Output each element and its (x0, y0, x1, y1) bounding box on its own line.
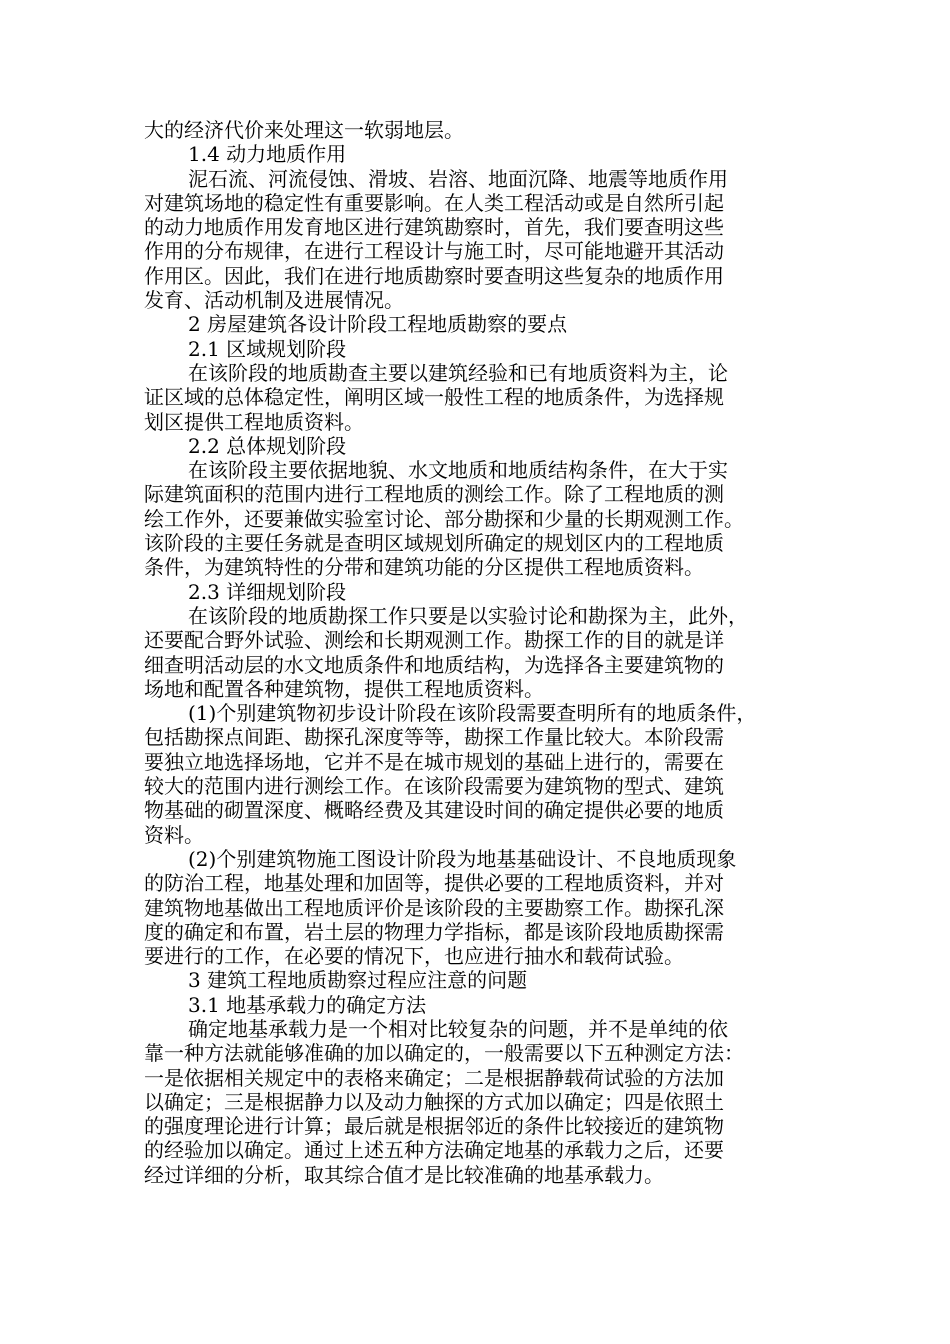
text-line: 建筑物地基做出工程地质评价是该阶段的主要勘察工作。勘探孔深 (144, 895, 724, 920)
text-line: 2.1 区域规划阶段 (188, 336, 347, 361)
text-line: 确定地基承载力是一个相对比较复杂的问题，并不是单纯的依 (188, 1016, 728, 1041)
text-line: 泥石流、河流侵蚀、滑坡、岩溶、地面沉降、地震等地质作用 (188, 166, 728, 191)
text-line: 3 建筑工程地质勘察过程应注意的问题 (188, 968, 528, 993)
text-line: 场地和配置各种建筑物，提供工程地质资料。 (144, 676, 544, 701)
text-line: 在该阶段的地质勘探工作只要是以实验讨论和勘探为主，此外， (188, 603, 748, 628)
text-line: 资料。 (144, 822, 204, 847)
text-line: 在该阶段主要依据地貌、水文地质和地质结构条件，在大于实 (188, 458, 728, 483)
text-line: 物基础的砌置深度、概略经费及其建设时间的确定提供必要的地质 (144, 798, 724, 823)
text-line: 作用的分布规律，在进行工程设计与施工时，尽可能地避开其活动 (144, 239, 724, 264)
text-line: 际建筑面积的范围内进行工程地质的测绘工作。除了工程地质的测 (144, 482, 724, 507)
text-line: 证区域的总体稳定性，阐明区域一般性工程的地质条件，为选择规 (144, 385, 724, 410)
text-line: 绘工作外，还要兼做实验室讨论、部分勘探和少量的长期观测工作。 (144, 506, 744, 531)
text-line: 划区提供工程地质资料。 (144, 409, 364, 434)
text-line: 1.4 动力地质作用 (188, 142, 347, 167)
text-line: 2 房屋建筑各设计阶段工程地质勘察的要点 (188, 312, 568, 337)
document-page (144, 118, 804, 1187)
text-line: 的动力地质作用发育地区进行建筑勘察时，首先，我们要查明这些 (144, 215, 724, 240)
text-line: 对建筑场地的稳定性有重要影响。在人类工程活动或是自然所引起 (144, 190, 724, 215)
text-line: (1)个别建筑物初步设计阶段在该阶段需要查明所有的地质条件， (188, 701, 757, 726)
text-line: 的强度理论进行计算；最后就是根据邻近的条件比较接近的建筑物 (144, 1114, 724, 1139)
text-line: 的经验加以确定。通过上述五种方法确定地基的承载力之后，还要 (144, 1138, 724, 1163)
text-line: 要独立地选择场地，它并不是在城市规划的基础上进行的，需要在 (144, 749, 724, 774)
text-line: 一是依据相关规定中的表格来确定；二是根据静载荷试验的方法加 (144, 1065, 724, 1090)
text-line: 大的经济代价来处理这一软弱地层。 (144, 118, 464, 142)
text-line: 的防治工程，地基处理和加固等，提供必要的工程地质资料，并对 (144, 871, 724, 896)
text-line: 条件，为建筑特性的分带和建筑功能的分区提供工程地质资料。 (144, 555, 704, 580)
text-line: 作用区。因此，我们在进行地质勘察时要查明这些复杂的地质作用 (144, 263, 724, 288)
text-line: 包括勘探点间距、勘探孔深度等等，勘探工作量比较大。本阶段需 (144, 725, 724, 750)
text-line: 2.2 总体规划阶段 (188, 433, 347, 458)
text-line: 还要配合野外试验、测绘和长期观测工作。勘探工作的目的就是详 (144, 628, 724, 653)
text-line: (2)个别建筑物施工图设计阶段为地基基础设计、不良地质现象 (188, 846, 737, 871)
text-line: 较大的范围内进行测绘工作。在该阶段需要为建筑物的型式、建筑 (144, 774, 724, 799)
text-line: 要进行的工作，在必要的情况下，也应进行抽水和载荷试验。 (144, 944, 684, 969)
text-line: 发育、活动机制及进展情况。 (144, 288, 404, 313)
text-line: 经过详细的分析，取其综合值才是比较准确的地基承载力。 (144, 1162, 664, 1187)
text-line: 该阶段的主要任务就是查明区域规划所确定的规划区内的工程地质 (144, 531, 724, 556)
text-line: 细查明活动层的水文地质条件和地质结构，为选择各主要建筑物的 (144, 652, 724, 677)
text-line: 在该阶段的地质勘查主要以建筑经验和已有地质资料为主，论 (188, 360, 728, 385)
text-line: 以确定；三是根据静力以及动力触探的方式加以确定；四是依照土 (144, 1089, 724, 1114)
text-line: 度的确定和布置，岩土层的物理力学指标，都是该阶段地质勘探需 (144, 919, 724, 944)
text-line: 2.3 详细规划阶段 (188, 579, 347, 604)
text-line: 3.1 地基承载力的确定方法 (188, 992, 427, 1017)
text-line: 靠一种方法就能够准确的加以确定的，一般需要以下五种测定方法： (144, 1041, 744, 1066)
